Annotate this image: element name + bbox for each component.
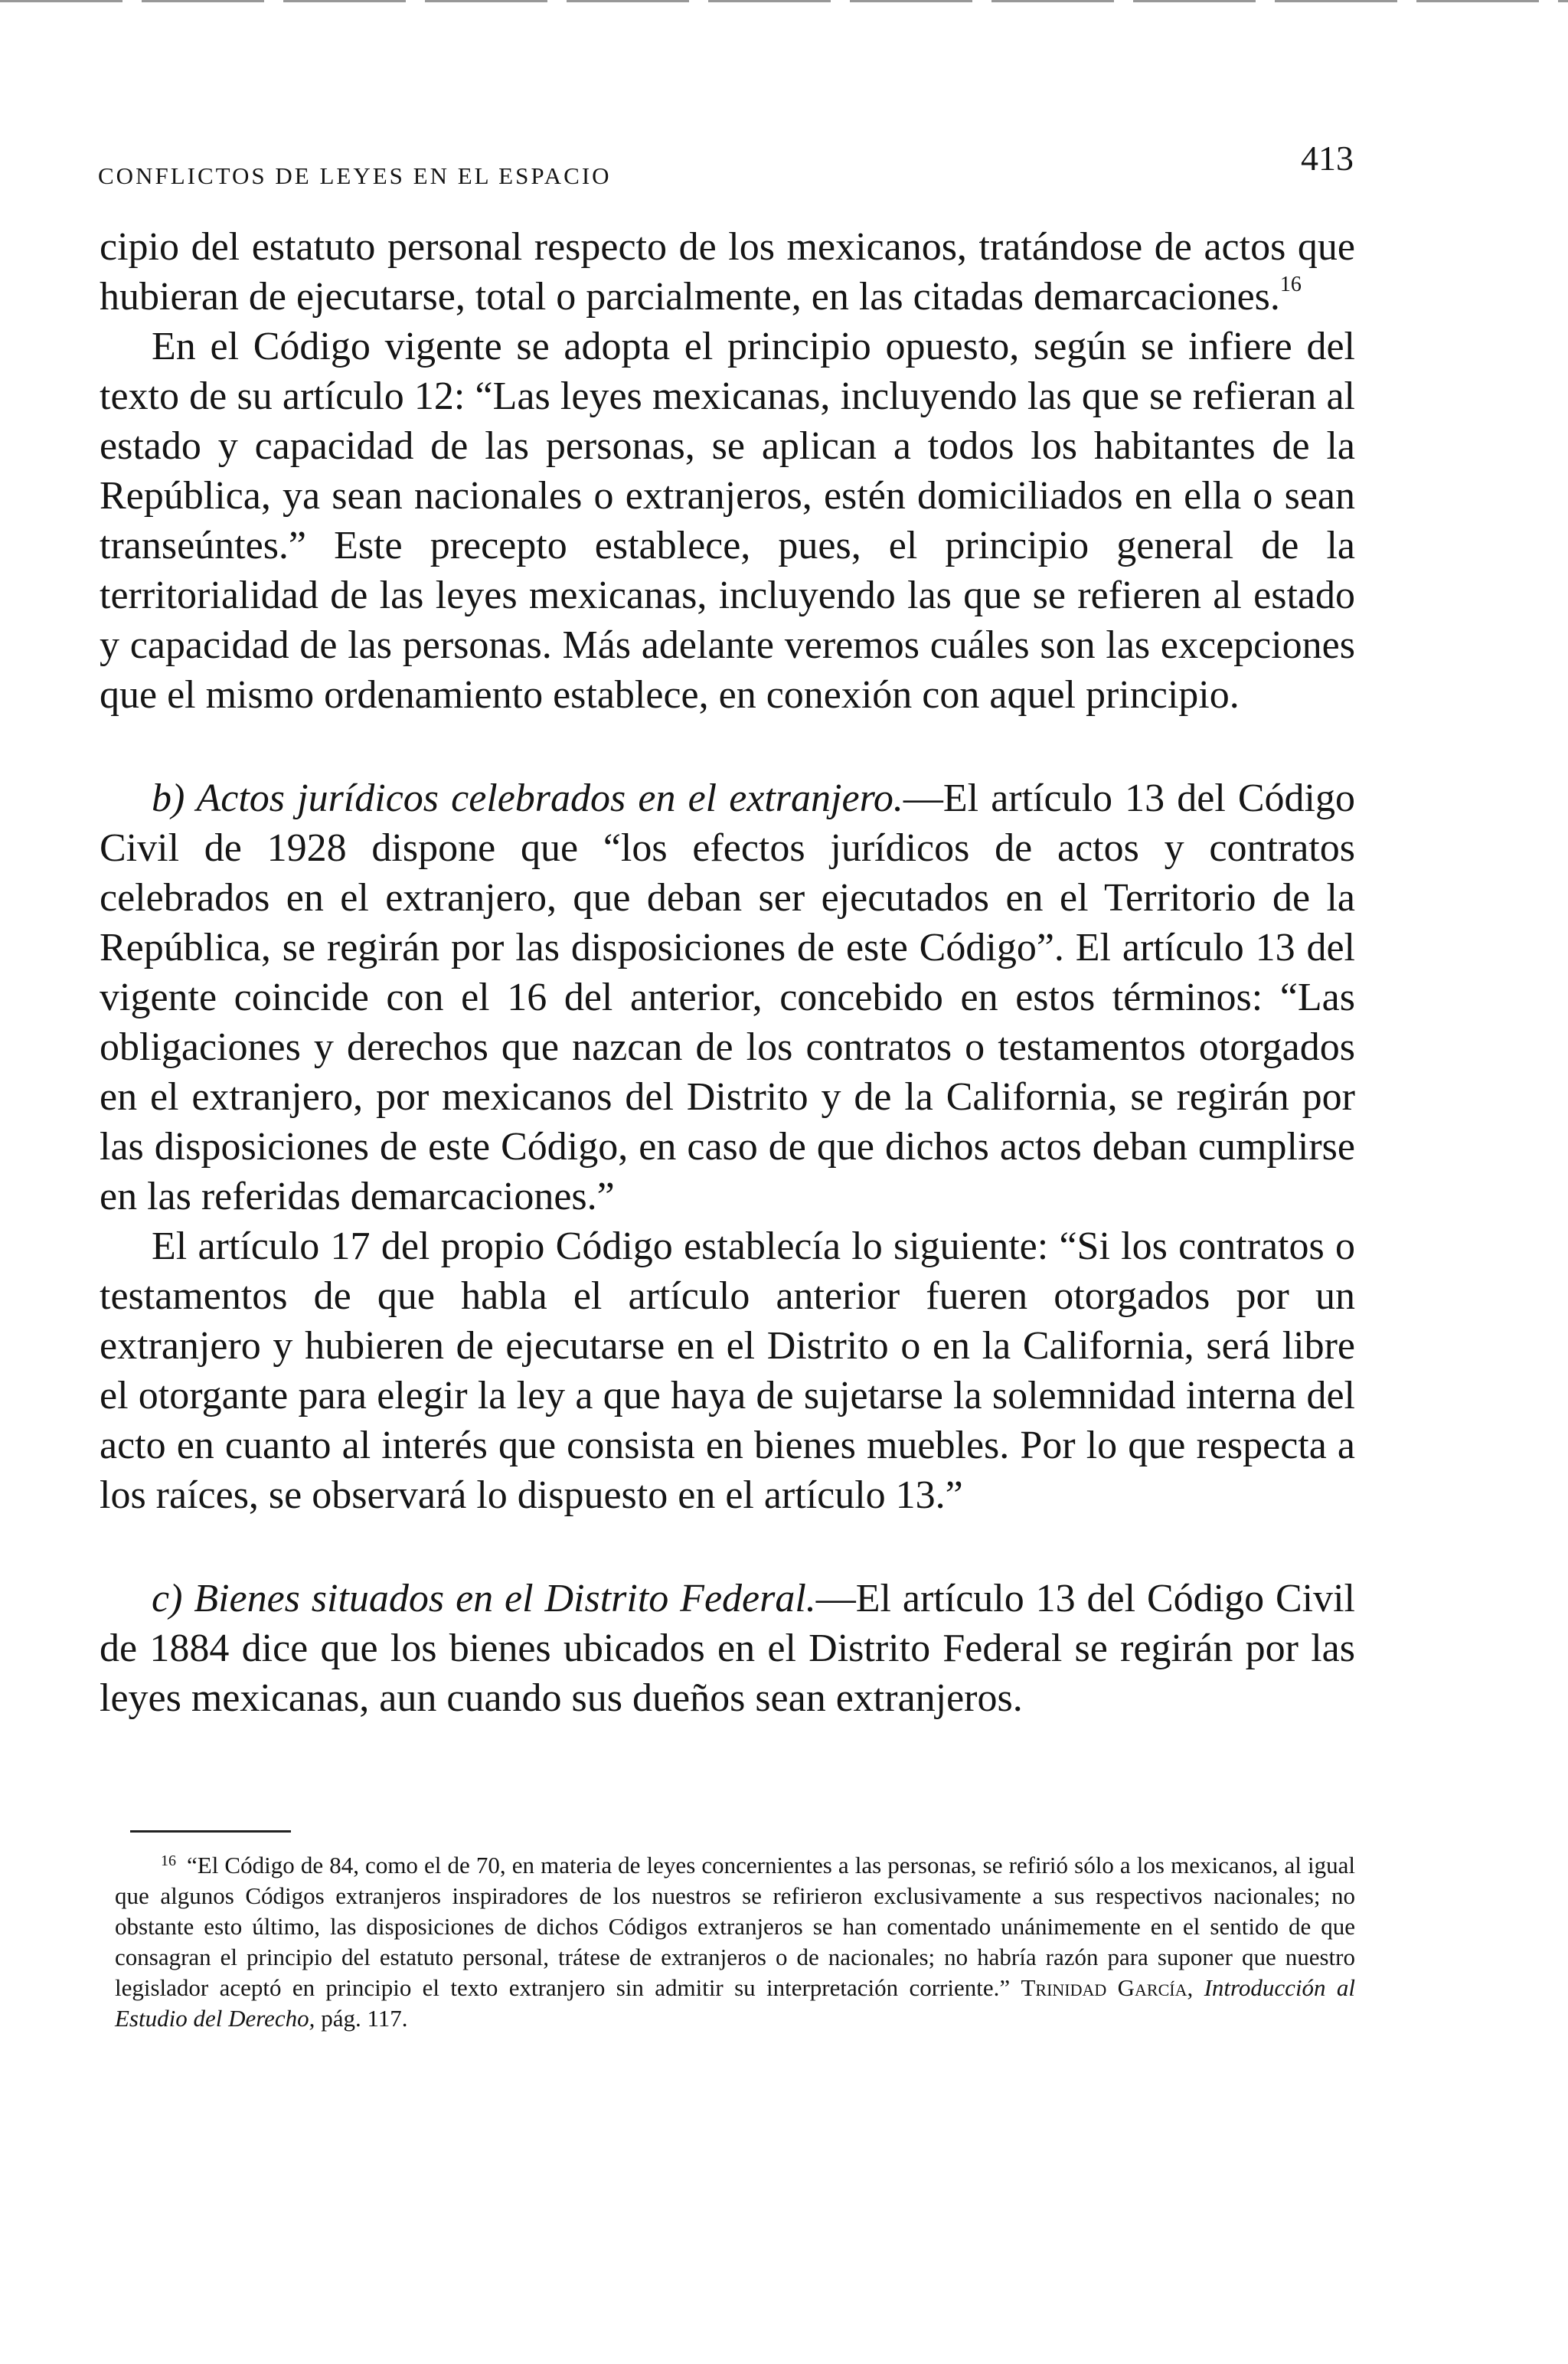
paragraph-1-text: cipio del estatuto personal respecto de los mexicanos, tratándose de actos que hubieran de ejecutarse, total o parcialmente, en las citadas demarcaciones. xyxy=(100,225,1355,319)
paragraph-5-text: —El artículo 13 del Código Civil de 1884 dice que los bienes ubicados en el Distrito Federal se regirán por las leyes mexicanas, aun cuando sus dueños sean extranjeros. xyxy=(100,1577,1355,1720)
footnote-reference: 16 xyxy=(1279,273,1302,296)
footnote-work-title: Introducción al Estudio del Derecho, xyxy=(115,1974,1356,2032)
footnote-separator xyxy=(130,1830,291,1833)
running-head: CONFLICTOS DE LEYES EN EL ESPACIO xyxy=(98,162,612,189)
paragraph-4: El artículo 17 del propio Código establecía lo siguiente: “Si los contratos o testamentos de que habla el artículo anterior fueren otorgados por un extranjero y hubieren de ejecutarse en el Distrito o en la California, será libre el otorgante para elegir la ley a que haya de sujetarse la solemnidad interna del acto en cuanto al interés que consista en bienes muebles. Por lo que respecta a los raíces, se observará lo dispuesto en el artículo 13.” xyxy=(100,1225,1355,1517)
top-border-rule xyxy=(0,0,1568,2)
paragraph-5 xyxy=(100,1574,1355,1723)
page-number: 413 xyxy=(1301,139,1354,178)
footnote-text: “El Código de 84, como el de 70, en materia de leyes concernientes a las personas, se refirió sólo a los mexicanos, al igual que algunos Códigos extranjeros inspiradores de los nuestros se refirieron exclusivamente a sus respectivos nacionales; no obstante esto último, las disposiciones de dichos Códigos extranjeros se han comentado unánimemente en el sentido de que consagran el principio del estatuto personal, trátese de extranjeros o de nacionales; no habría razón para suponer que nuestro legislador aceptó en principio el texto extranjero sin admitir su interpretación corriente.” xyxy=(115,1852,1355,2001)
section-heading-c: c) Bienes situados en el Distrito Federal. xyxy=(152,1577,816,1620)
paragraph-3-text: —El artículo 13 del Código Civil de 1928 dispone que “los efectos jurídicos de actos y contratos celebrados en el extranjero, que deban ser ejecutados en el Territorio de la República, se regirán por las disposiciones de este Código”. El artículo 13 del vigente coincide con el 16 del anterior, concebido en estos términos: “Las obligaciones y derechos que nazcan de los contratos o testamentos otorgados en el extranjero, por mexicanos del Distrito y de la California, se regirán por las disposiciones de este Código, en caso de que dichos actos deban cumplirse en las referidas demarcaciones.” xyxy=(100,777,1356,1218)
paragraph-2: En el Código vigente se adopta el principio opuesto, según se infiere del texto de su artículo 12: “Las leyes mexicanas, incluyendo las que se refieran al estado y capacidad de las personas, se aplican a todos los habitantes de la República, ya sean nacionales o extranjeros, estén domiciliados en ella o sean transeúntes.” Este precepto establece, pues, el principio general de la territorialidad de las leyes mexicanas, incluyendo las que se refieren al estado y capacidad de las personas. Más adelante veremos cuáles son las excepciones que el mismo ordenamiento establece, en conexión con aquel principio. xyxy=(100,325,1355,717)
paragraph-1 xyxy=(100,222,1355,322)
section-heading-b: b) Actos jurídicos celebrados en el extranjero. xyxy=(152,777,903,820)
footnote-author: Trinidad García, xyxy=(1021,1974,1194,2001)
body-text xyxy=(100,222,1355,1723)
paragraph-3 xyxy=(100,773,1355,1221)
footnote xyxy=(115,1846,1355,2034)
footnote-number: 16 xyxy=(161,1852,176,1869)
footnote-page: pág. 117. xyxy=(321,2005,408,2032)
